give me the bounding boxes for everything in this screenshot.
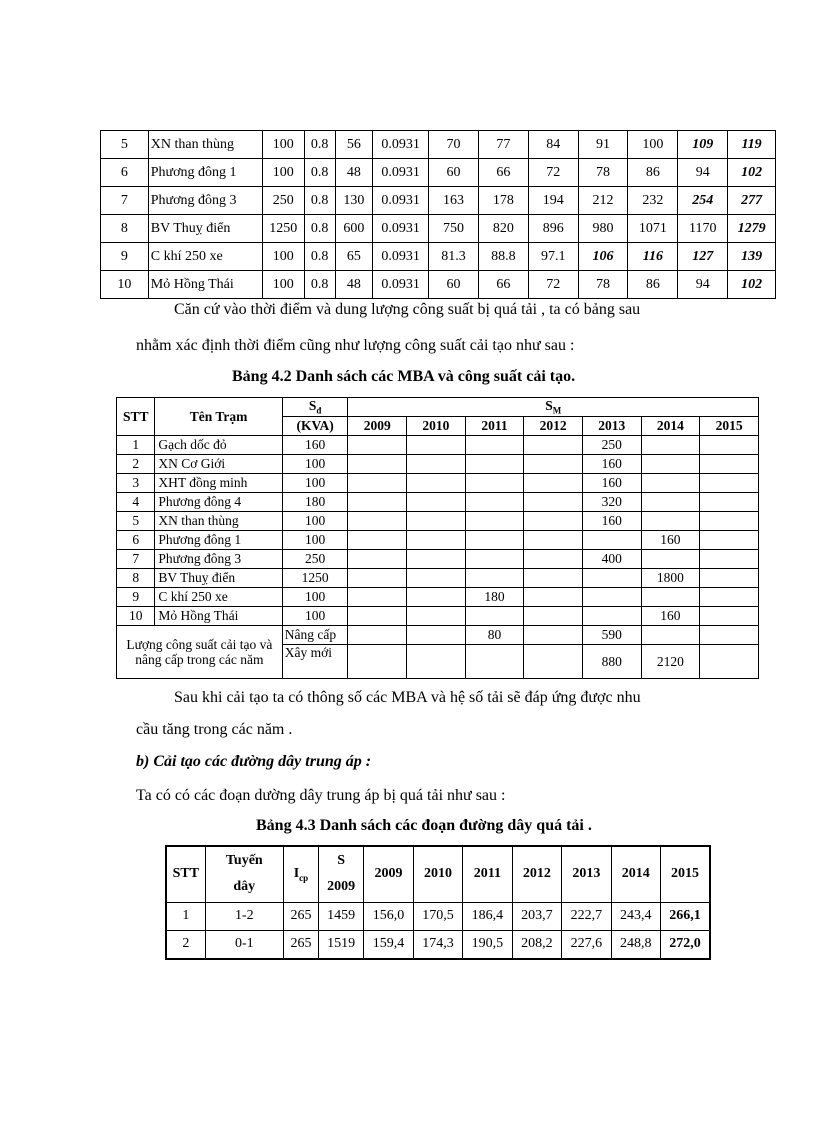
table-row bbox=[117, 607, 759, 626]
year-header: 2012 bbox=[524, 417, 583, 436]
table-cell: 86 bbox=[628, 271, 678, 299]
year-header: 2014 bbox=[641, 417, 700, 436]
paragraph-2: Sau khi cải tạo ta có thông số các MBA và hệ số tải sẽ đáp ứng được nhu bbox=[174, 689, 641, 706]
table-cell bbox=[641, 550, 700, 569]
table-cell: 100 bbox=[262, 271, 304, 299]
table-cell: 4 bbox=[117, 493, 155, 512]
table-cell bbox=[407, 626, 466, 645]
year-header: 2013 bbox=[562, 846, 611, 902]
table-cell: 102 bbox=[728, 271, 776, 299]
table-cell: 750 bbox=[429, 215, 479, 243]
table-cell bbox=[348, 645, 407, 679]
table-row bbox=[117, 455, 759, 474]
table-cell: 84 bbox=[528, 131, 578, 159]
table-cell bbox=[524, 455, 583, 474]
paragraph-1: Căn cứ vào thời điểm và dung lượng công suất bị quá tải , ta có bảng sau bbox=[174, 301, 641, 318]
table-cell: 97.1 bbox=[528, 243, 578, 271]
year-header: 2010 bbox=[413, 846, 462, 902]
table-cell: 194 bbox=[528, 187, 578, 215]
table-cell: 80 bbox=[465, 626, 524, 645]
table-cell bbox=[524, 588, 583, 607]
table-cell: 0.0931 bbox=[373, 131, 429, 159]
table-cell: 60 bbox=[429, 271, 479, 299]
line-table-header bbox=[166, 846, 710, 902]
table-row bbox=[117, 474, 759, 493]
table-cell: 100 bbox=[262, 159, 304, 187]
table-cell: 222,7 bbox=[562, 902, 611, 930]
overload-table bbox=[100, 130, 776, 299]
year-header: 2013 bbox=[582, 417, 641, 436]
table-cell: 400 bbox=[582, 550, 641, 569]
table-cell: 0.0931 bbox=[373, 243, 429, 271]
table-cell bbox=[641, 436, 700, 455]
table-cell: 0.8 bbox=[304, 215, 335, 243]
table-cell: 6 bbox=[101, 159, 149, 187]
table-cell bbox=[465, 436, 524, 455]
upgrade-table-body bbox=[117, 436, 759, 679]
table-cell bbox=[524, 436, 583, 455]
table-cell: 127 bbox=[678, 243, 728, 271]
table-row bbox=[117, 493, 759, 512]
table-cell: 9 bbox=[117, 588, 155, 607]
table-cell bbox=[465, 531, 524, 550]
table-cell bbox=[348, 512, 407, 531]
paragraph-1-cont: nhằm xác định thời điểm cũng như lượng công suất cải tạo như sau : bbox=[136, 337, 575, 354]
table-row bbox=[117, 531, 759, 550]
table-cell bbox=[524, 493, 583, 512]
table-cell: 72 bbox=[528, 271, 578, 299]
table-row bbox=[166, 902, 710, 930]
table-3-caption: Bảng 4.3 Danh sách các đoạn đường dây quá tải . bbox=[256, 817, 592, 834]
upgrade-row bbox=[117, 626, 759, 645]
table-cell: XHT đồng minh bbox=[155, 474, 282, 493]
table-cell bbox=[407, 455, 466, 474]
year-header: 2009 bbox=[348, 417, 407, 436]
table-cell: 156,0 bbox=[364, 902, 413, 930]
table-cell: 65 bbox=[335, 243, 372, 271]
table-cell bbox=[700, 512, 759, 531]
table-cell: 265 bbox=[283, 902, 318, 930]
table-cell: 0.0931 bbox=[373, 271, 429, 299]
table-row bbox=[117, 550, 759, 569]
table-cell: XN than thùng bbox=[155, 512, 282, 531]
year-header: 2011 bbox=[463, 846, 512, 902]
table-cell: Mỏ Hồng Thái bbox=[148, 271, 262, 299]
table-cell: C khí 250 xe bbox=[155, 588, 282, 607]
table-cell: 1459 bbox=[318, 902, 363, 930]
table-row bbox=[101, 159, 776, 187]
paragraph-3: Ta có có các đoạn dường dây trung áp bị quá tải như sau : bbox=[136, 787, 506, 804]
table-cell bbox=[348, 436, 407, 455]
table-cell: 272,0 bbox=[661, 930, 711, 959]
table-cell bbox=[524, 512, 583, 531]
table-cell: 180 bbox=[282, 493, 348, 512]
table-row bbox=[101, 215, 776, 243]
table-cell bbox=[524, 626, 583, 645]
table-cell bbox=[700, 474, 759, 493]
table-row bbox=[117, 512, 759, 531]
table-cell: 186,4 bbox=[463, 902, 512, 930]
table-cell bbox=[407, 493, 466, 512]
table-cell: 250 bbox=[262, 187, 304, 215]
table-cell bbox=[641, 588, 700, 607]
table-cell: 163 bbox=[429, 187, 479, 215]
table-cell bbox=[407, 474, 466, 493]
table-cell: 174,3 bbox=[413, 930, 462, 959]
table-cell: 100 bbox=[282, 531, 348, 550]
table-cell bbox=[465, 455, 524, 474]
table-cell bbox=[465, 493, 524, 512]
table-cell: 2 bbox=[166, 930, 205, 959]
table-cell: 72 bbox=[528, 159, 578, 187]
table-cell: 116 bbox=[628, 243, 678, 271]
col-stt: STT bbox=[166, 846, 205, 902]
table-cell: 1071 bbox=[628, 215, 678, 243]
table-cell: 130 bbox=[335, 187, 372, 215]
table-cell bbox=[700, 626, 759, 645]
section-heading-b: b) Cải tạo các đường dây trung áp : bbox=[136, 753, 372, 770]
upgrade-label: Nâng cấp bbox=[282, 626, 348, 645]
table-cell: 10 bbox=[101, 271, 149, 299]
table-cell: 77 bbox=[478, 131, 528, 159]
table-cell: 1519 bbox=[318, 930, 363, 959]
table-row bbox=[117, 588, 759, 607]
table-cell bbox=[524, 474, 583, 493]
line-table-body bbox=[166, 902, 710, 959]
table-cell bbox=[582, 569, 641, 588]
table-cell: 320 bbox=[582, 493, 641, 512]
table-cell: Phương đông 3 bbox=[148, 187, 262, 215]
table-cell bbox=[524, 607, 583, 626]
table-cell: 100 bbox=[628, 131, 678, 159]
table-cell: BV Thuỵ điển bbox=[148, 215, 262, 243]
table-cell: 159,4 bbox=[364, 930, 413, 959]
table-cell bbox=[407, 569, 466, 588]
table-row bbox=[101, 243, 776, 271]
table-cell bbox=[348, 531, 407, 550]
table-cell: XN Cơ Giới bbox=[155, 455, 282, 474]
table-cell: 7 bbox=[117, 550, 155, 569]
table-cell: 66 bbox=[478, 271, 528, 299]
table-cell: 48 bbox=[335, 159, 372, 187]
table-cell bbox=[524, 550, 583, 569]
year-header: 2015 bbox=[700, 417, 759, 436]
table-cell: 266,1 bbox=[661, 902, 711, 930]
table-cell bbox=[465, 474, 524, 493]
table-cell: 1-2 bbox=[205, 902, 283, 930]
table-cell: 109 bbox=[678, 131, 728, 159]
table-cell: 0.8 bbox=[304, 131, 335, 159]
table-cell: 1 bbox=[117, 436, 155, 455]
table-cell: 232 bbox=[628, 187, 678, 215]
table-cell: 178 bbox=[478, 187, 528, 215]
table-cell: 119 bbox=[728, 131, 776, 159]
year-header: 2012 bbox=[512, 846, 561, 902]
table-cell: 1250 bbox=[282, 569, 348, 588]
table-cell: 70 bbox=[429, 131, 479, 159]
year-header: 2010 bbox=[407, 417, 466, 436]
table-cell: 265 bbox=[283, 930, 318, 959]
overload-table-body bbox=[101, 131, 776, 299]
table-cell: 100 bbox=[282, 455, 348, 474]
table-cell bbox=[407, 531, 466, 550]
table-cell: 1279 bbox=[728, 215, 776, 243]
table-row bbox=[101, 187, 776, 215]
table-cell: 10 bbox=[117, 607, 155, 626]
col-s2009 bbox=[318, 846, 363, 902]
table-cell: 0.0931 bbox=[373, 215, 429, 243]
table-cell bbox=[348, 626, 407, 645]
table-cell: 160 bbox=[582, 512, 641, 531]
table-cell: 0.8 bbox=[304, 187, 335, 215]
table-cell: 106 bbox=[578, 243, 628, 271]
table-cell bbox=[700, 455, 759, 474]
table-cell: 6 bbox=[117, 531, 155, 550]
table-cell: 248,8 bbox=[611, 930, 660, 959]
table-cell: 203,7 bbox=[512, 902, 561, 930]
table-cell bbox=[407, 607, 466, 626]
table-cell: 5 bbox=[101, 131, 149, 159]
table-cell bbox=[700, 569, 759, 588]
table-cell: 590 bbox=[582, 626, 641, 645]
table-cell: 1800 bbox=[641, 569, 700, 588]
table-cell: 100 bbox=[262, 131, 304, 159]
table-cell: 227,6 bbox=[562, 930, 611, 959]
table-cell bbox=[348, 569, 407, 588]
table-cell bbox=[407, 645, 466, 679]
table-cell: 160 bbox=[582, 474, 641, 493]
table-cell: 1 bbox=[166, 902, 205, 930]
table-cell bbox=[641, 512, 700, 531]
table-cell: 91 bbox=[578, 131, 628, 159]
table-cell: 250 bbox=[582, 436, 641, 455]
table-cell: 180 bbox=[465, 588, 524, 607]
table-cell: 820 bbox=[478, 215, 528, 243]
table-cell bbox=[524, 531, 583, 550]
table-cell: 600 bbox=[335, 215, 372, 243]
table-cell bbox=[348, 550, 407, 569]
table-row bbox=[117, 569, 759, 588]
table-cell: Phương đông 3 bbox=[155, 550, 282, 569]
table-cell bbox=[700, 531, 759, 550]
table-cell: 78 bbox=[578, 271, 628, 299]
table-cell: 81.3 bbox=[429, 243, 479, 271]
table-cell: Phương đông 1 bbox=[155, 531, 282, 550]
table-cell: 100 bbox=[282, 474, 348, 493]
table-2-caption: Bảng 4.2 Danh sách các MBA và công suất cải tạo. bbox=[232, 368, 576, 385]
col-line bbox=[205, 846, 283, 902]
table-cell: 100 bbox=[282, 588, 348, 607]
table-cell bbox=[407, 588, 466, 607]
table-cell: 5 bbox=[117, 512, 155, 531]
table-cell: 160 bbox=[282, 436, 348, 455]
table-cell: 56 bbox=[335, 131, 372, 159]
table-cell: 160 bbox=[582, 455, 641, 474]
table-cell bbox=[700, 607, 759, 626]
table-cell: 94 bbox=[678, 159, 728, 187]
table-row bbox=[117, 436, 759, 455]
table-cell bbox=[582, 607, 641, 626]
table-cell: 3 bbox=[117, 474, 155, 493]
table-cell bbox=[348, 493, 407, 512]
year-header: 2014 bbox=[611, 846, 660, 902]
table-cell bbox=[465, 645, 524, 679]
table-cell: Phương đông 1 bbox=[148, 159, 262, 187]
year-header: 2011 bbox=[465, 417, 524, 436]
table-cell bbox=[465, 512, 524, 531]
table-cell bbox=[700, 588, 759, 607]
s-year: 2009 bbox=[327, 879, 356, 895]
table-cell: 0.8 bbox=[304, 271, 335, 299]
table-cell bbox=[641, 626, 700, 645]
table-cell bbox=[407, 550, 466, 569]
table-cell: BV Thuỵ điển bbox=[155, 569, 282, 588]
table-cell bbox=[582, 588, 641, 607]
table-cell bbox=[700, 550, 759, 569]
col-sm: $S_M$ bbox=[348, 398, 759, 417]
table-cell: 250 bbox=[282, 550, 348, 569]
col-icp: $I_{cp}$ bbox=[283, 846, 318, 902]
table-cell: Mỏ Hồng Thái bbox=[155, 607, 282, 626]
table-cell: 9 bbox=[101, 243, 149, 271]
table-cell: 2 bbox=[117, 455, 155, 474]
s-label: S bbox=[337, 853, 346, 869]
year-header: 2009 bbox=[364, 846, 413, 902]
table-cell bbox=[348, 588, 407, 607]
table-cell bbox=[348, 455, 407, 474]
table-cell: 880 bbox=[582, 645, 641, 679]
table-cell bbox=[582, 531, 641, 550]
table-cell: 0.8 bbox=[304, 159, 335, 187]
year-header: 2015 bbox=[661, 846, 711, 902]
table-cell bbox=[524, 645, 583, 679]
table-cell: 78 bbox=[578, 159, 628, 187]
line-label: Tuyến bbox=[225, 853, 263, 869]
table-cell: 277 bbox=[728, 187, 776, 215]
table-cell: 88.8 bbox=[478, 243, 528, 271]
table-cell bbox=[641, 474, 700, 493]
table-cell bbox=[465, 550, 524, 569]
table-cell: 2120 bbox=[641, 645, 700, 679]
table-cell: 212 bbox=[578, 187, 628, 215]
table-cell: 60 bbox=[429, 159, 479, 187]
col-sd: $S_đ$ bbox=[282, 398, 348, 417]
table-cell bbox=[641, 455, 700, 474]
overload-line-table bbox=[165, 845, 711, 960]
table-cell: 0.8 bbox=[304, 243, 335, 271]
table-cell: 100 bbox=[262, 243, 304, 271]
paragraph-2-cont: cầu tăng trong các năm . bbox=[136, 721, 293, 738]
table-cell bbox=[465, 607, 524, 626]
table-cell: 8 bbox=[117, 569, 155, 588]
table-cell bbox=[524, 569, 583, 588]
table-cell: 94 bbox=[678, 271, 728, 299]
table-cell bbox=[348, 607, 407, 626]
table-cell bbox=[407, 512, 466, 531]
table-cell: 1250 bbox=[262, 215, 304, 243]
table-cell: Gạch dốc đỏ bbox=[155, 436, 282, 455]
table-row bbox=[101, 131, 776, 159]
table-cell: 86 bbox=[628, 159, 678, 187]
table-cell: 254 bbox=[678, 187, 728, 215]
new-label: Xây mới bbox=[282, 645, 348, 679]
summary-label: Lượng công suất cải tạo và nâng cấp trong các năm bbox=[117, 626, 283, 679]
table-cell: 160 bbox=[641, 531, 700, 550]
table-cell bbox=[700, 645, 759, 679]
table-cell bbox=[641, 493, 700, 512]
table-cell: 100 bbox=[282, 512, 348, 531]
table-cell: 980 bbox=[578, 215, 628, 243]
table-cell: 7 bbox=[101, 187, 149, 215]
table-cell: 190,5 bbox=[463, 930, 512, 959]
line-label-2: dây bbox=[233, 879, 256, 895]
table-cell: 1170 bbox=[678, 215, 728, 243]
col-sd-unit: (KVA) bbox=[282, 417, 348, 436]
table-cell: 102 bbox=[728, 159, 776, 187]
table-cell: 896 bbox=[528, 215, 578, 243]
table-cell: 208,2 bbox=[512, 930, 561, 959]
table-row bbox=[101, 271, 776, 299]
col-station: Tên Trạm bbox=[155, 398, 282, 436]
table-cell bbox=[700, 493, 759, 512]
upgrade-table bbox=[116, 397, 759, 679]
table-cell: XN than thùng bbox=[148, 131, 262, 159]
table-cell bbox=[700, 436, 759, 455]
table-cell: 8 bbox=[101, 215, 149, 243]
table-cell: Phương đông 4 bbox=[155, 493, 282, 512]
col-stt: STT bbox=[117, 398, 155, 436]
table-cell bbox=[348, 474, 407, 493]
table-cell: 160 bbox=[641, 607, 700, 626]
table-cell bbox=[465, 569, 524, 588]
table-cell: 0.0931 bbox=[373, 159, 429, 187]
table-cell: C khí 250 xe bbox=[148, 243, 262, 271]
table-cell: 170,5 bbox=[413, 902, 462, 930]
table-cell: 243,4 bbox=[611, 902, 660, 930]
table-cell: 100 bbox=[282, 607, 348, 626]
table-cell: 0.0931 bbox=[373, 187, 429, 215]
table-cell: 0-1 bbox=[205, 930, 283, 959]
table-cell: 139 bbox=[728, 243, 776, 271]
table-cell bbox=[407, 436, 466, 455]
table-cell: 48 bbox=[335, 271, 372, 299]
table-cell: 66 bbox=[478, 159, 528, 187]
table-row bbox=[166, 930, 710, 959]
